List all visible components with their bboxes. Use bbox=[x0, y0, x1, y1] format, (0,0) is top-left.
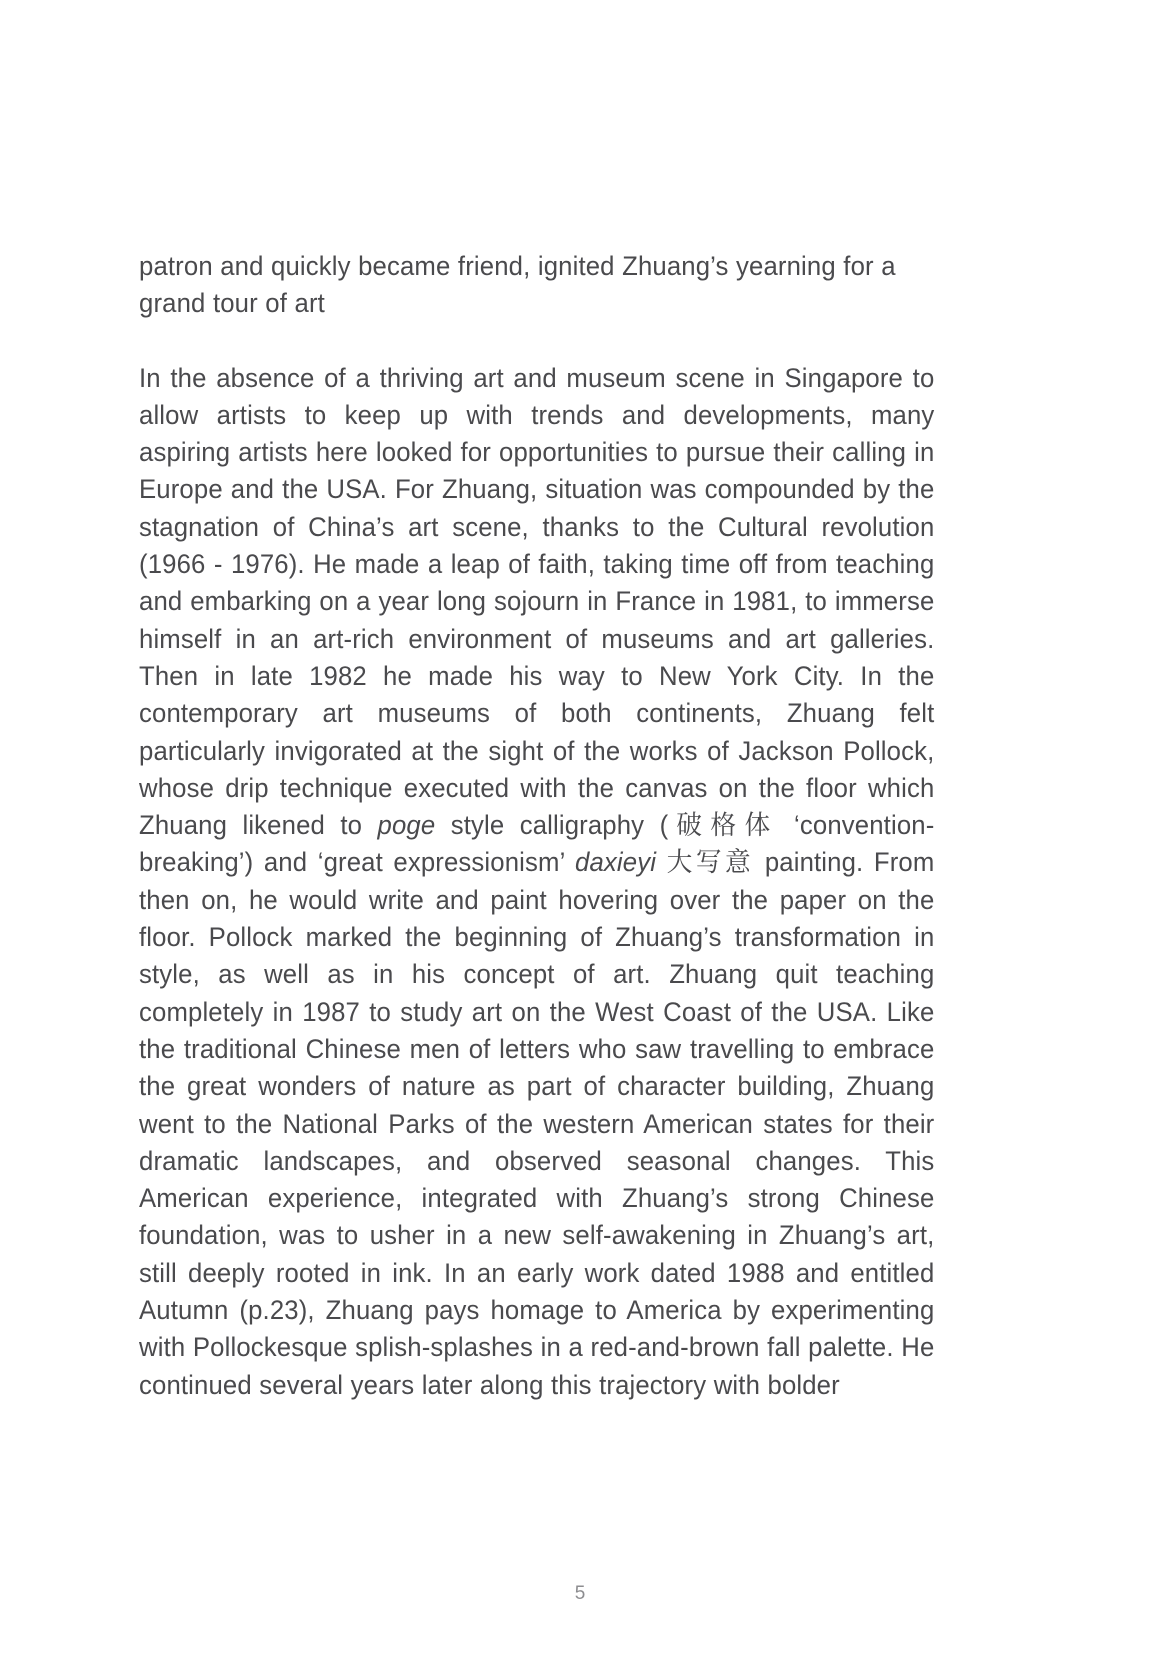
italic-term: poge bbox=[377, 810, 436, 841]
page-number: 5 bbox=[574, 1583, 586, 1604]
paragraph-continued: patron and quickly became friend, ignited Zhuang’s yearning for a grand tour of art bbox=[139, 251, 896, 319]
paragraph-body: In the absence of a thriving art and museum scene in Singapore to allow artists to keep up with trends and developments, many aspiring artists here looked for opportunities to pursue their calling in Europe and the USA. For Zhuang, situation was compounded by the stagnation of China’s art scene, thanks to the Cultural revolution (1966 - 1976). He made a leap of faith, taking time off from teaching and embarking on a year long sojourn in France in 1981, to immerse himself in an art-rich environment of museums and art galleries. Then in late 1982 he made his way to New York City. In the contemporary art museums of both continents, Zhuang felt particularly invigorated at the sight of the works of Jackson Pollock, whose drip technique executed with the canvas on the floor which Zhuang likened to poge style calligraphy (破格体 ‘convention-breaking’) and ‘great expressionism’ daxieyi 大写意 painting. From then on, he would write and paint hovering over the paper on the floor. Pollock marked the beginning of Zhuang’s transformation in style, as well as in his concept of art. Zhuang quit teaching completely in 1987 to study art on the West Coast of the USA. Like the traditional Chinese men of letters who saw travelling to embrace the great wonders of nature as part of character building, Zhuang went to the National Parks of the western American states for their dramatic landscapes, and observed seasonal changes. This American experience, integrated with Zhuang’s strong Chinese foundation, was to usher in a new self-awakening in Zhuang’s art, still deeply rooted in ink. In an early work dated 1988 and entitled Autumn (p.23), Zhuang pays homage to America by experimenting with Pollockesque splish-splashes in a red-and-brown fall palette. He continued several years later along this trajectory with bolder bbox=[139, 362, 935, 1400]
chinese-characters: 破格体 bbox=[668, 810, 779, 842]
body-text-column bbox=[139, 248, 959, 1404]
chinese-characters: 大写意 bbox=[666, 847, 755, 879]
italic-term: daxieyi bbox=[575, 847, 657, 878]
